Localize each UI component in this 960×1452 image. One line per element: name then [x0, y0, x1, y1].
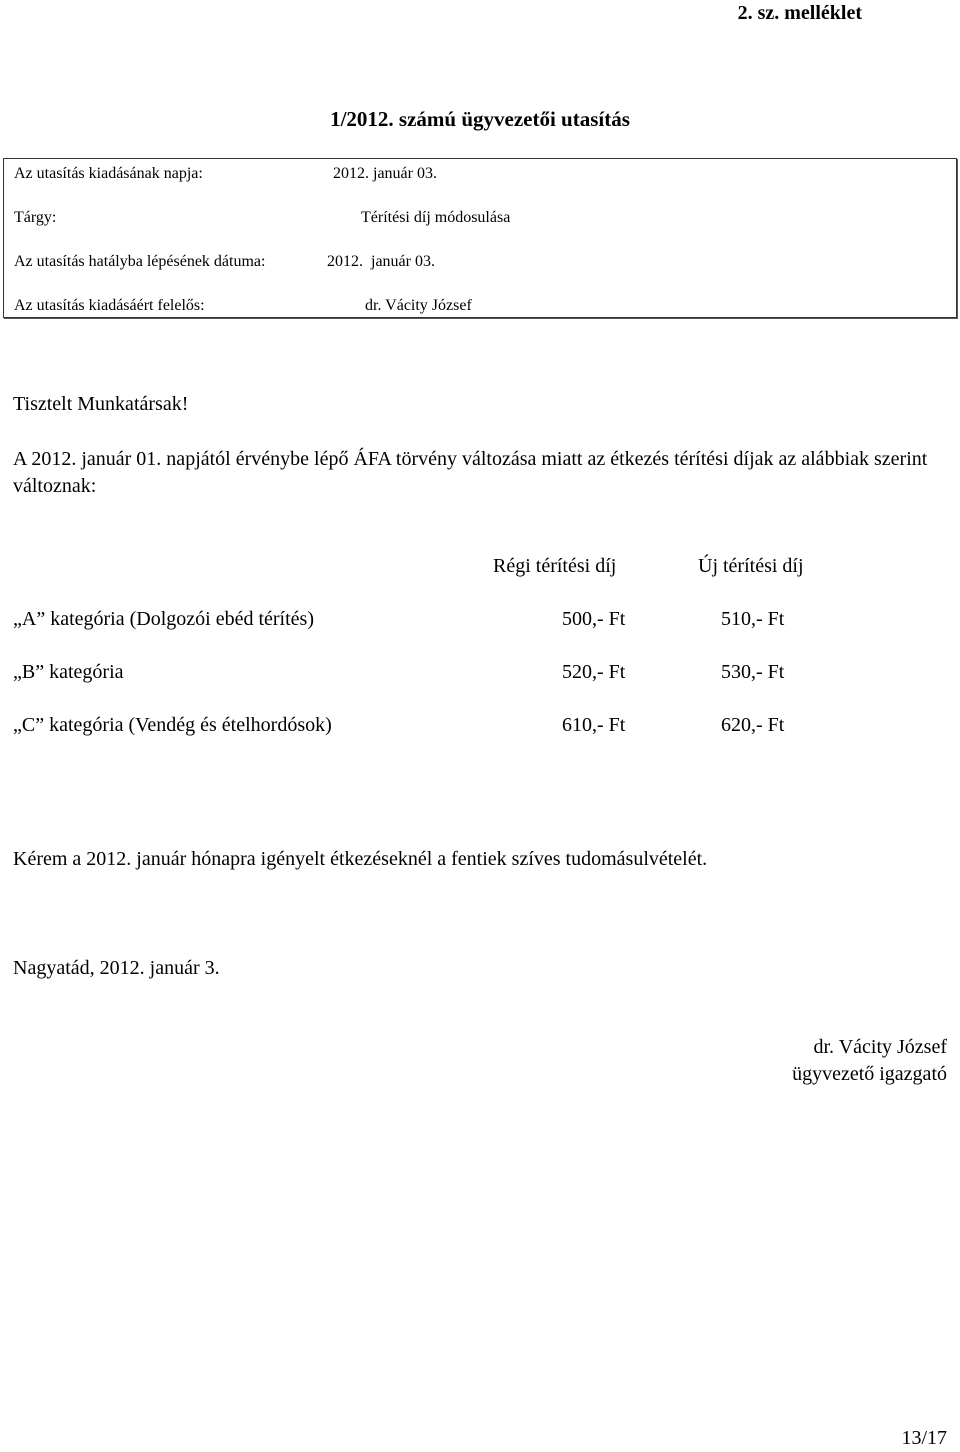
fee-new-value: 530,- Ft	[721, 661, 785, 683]
fee-category: „C” kategória (Vendég és ételhordósok)	[13, 714, 332, 736]
page-number: 13/17	[901, 1427, 947, 1449]
fee-new-value: 620,- Ft	[721, 714, 785, 736]
closing-request: Kérem a 2012. január hónapra igényelt étkezéseknél a fentiek szíves tudomásulvételét.	[13, 848, 708, 870]
info-value-subject: Térítési díj módosulása	[361, 209, 511, 226]
fee-category: „A” kategória (Dolgozói ebéd térítés)	[13, 608, 314, 630]
fee-header-new: Új térítési díj	[698, 555, 804, 577]
greeting: Tisztelt Munkatársak!	[13, 393, 189, 415]
document-title: 1/2012. számú ügyvezetői utasítás	[330, 107, 630, 131]
fee-header-old: Régi térítési díj	[493, 555, 617, 577]
fee-old-value: 610,- Ft	[562, 714, 626, 736]
signature-name: dr. Vácity József	[813, 1036, 947, 1058]
fee-old-value: 520,- Ft	[562, 661, 626, 683]
fee-new-value: 510,- Ft	[721, 608, 785, 630]
info-value-responsible: dr. Vácity József	[365, 297, 472, 314]
fee-old-value: 500,- Ft	[562, 608, 626, 630]
info-label-subject: Tárgy:	[14, 209, 57, 226]
place-and-date: Nagyatád, 2012. január 3.	[13, 957, 220, 979]
info-label-effective-date: Az utasítás hatályba lépésének dátuma:	[14, 253, 266, 270]
info-box	[3, 158, 957, 318]
info-value-issue-date: 2012. január 03.	[333, 165, 437, 182]
info-value-effective-date: 2012. január 03.	[327, 253, 435, 270]
annex-label: 2. sz. melléklet	[737, 2, 862, 24]
info-label-issue-date: Az utasítás kiadásának napja:	[14, 165, 203, 182]
info-label-responsible: Az utasítás kiadásáért felelős:	[14, 297, 205, 314]
fee-category: „B” kategória	[13, 661, 124, 683]
intro-paragraph: A 2012. január 01. napjától érvénybe lépő ÁFA törvény változása miatt az étkezés térítési díjak az alábbiak szerint változnak:	[13, 448, 928, 497]
signature-title: ügyvezető igazgató	[792, 1063, 947, 1085]
